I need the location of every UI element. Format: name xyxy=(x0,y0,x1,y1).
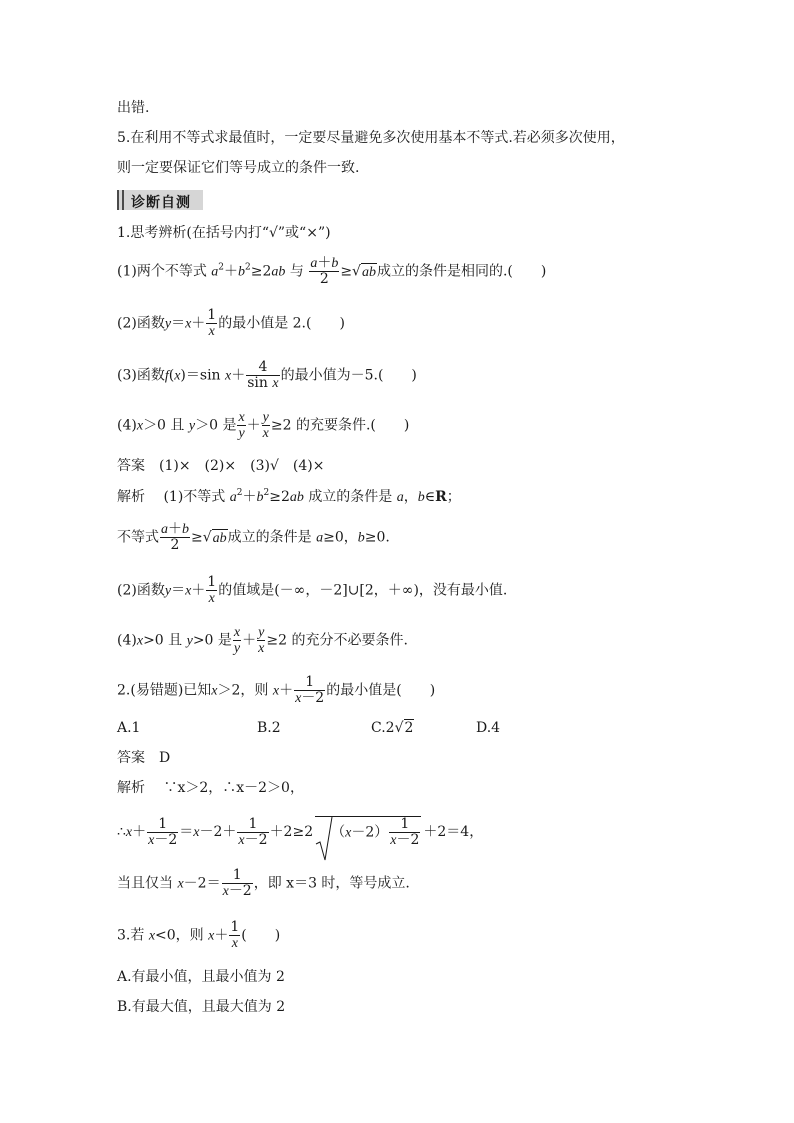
solution-line: 不等式 $\frac{a+b}{2}$ ≥√ab成立的条件是 a≥0，b≥0. xyxy=(117,521,390,553)
option-b: B.有最大值，且最大值为 2 xyxy=(117,999,286,1015)
option-b: B.2 xyxy=(257,720,281,736)
question-item: (3)函数f(x)＝sin x＋ $\frac{4}{\text{sin x}}$ 的最小值为－5.( ) xyxy=(117,359,417,391)
solution-line: 解析 (1)不等式 $a^2+b^2\ge 2ab$ 成立的条件是 a，b∈R； xyxy=(117,488,461,505)
option-d: D.4 xyxy=(476,720,501,736)
text-line: 出错. xyxy=(117,100,150,116)
answer: 答案 D xyxy=(117,750,171,766)
section-header xyxy=(117,190,203,210)
question-title: 3.若 x<0，则 x＋ $\frac{1}{x}$ ( ) xyxy=(117,919,281,951)
question-item: (4)x＞0 且 y＞0 是 $\frac{x}{y}$ ＋ $\frac{y}{x}$ ≥2 的充要条件.( ) xyxy=(117,410,410,441)
option-a: A.1 xyxy=(117,720,141,736)
sqrt-symbol: （x－2） $\frac{1}{x-2}$ xyxy=(315,816,421,848)
answer: 答案 (1)× (2)× (3)√ (4)× xyxy=(117,458,325,474)
question-item: (2)函数y＝x＋ $\frac{1}{x}$ 的最小值是 2.( ) xyxy=(117,307,345,339)
text-line: 则一定要保证它们等号成立的条件一致. xyxy=(117,160,360,176)
solution-line: 当且仅当 x－2＝ $\frac{1}{x-2}$ ，即 x＝3 时，等号成立. xyxy=(117,867,410,899)
option-a: A.有最小值，且最小值为 2 xyxy=(117,969,285,985)
solution-line: (2)函数y＝x＋ $\frac{1}{x}$ 的值域是(－∞，－2]∪[2，＋∞)，没有最小值. xyxy=(117,574,508,606)
solution-line: (4)x>0 且 y>0 是 $\frac{x}{y}$ ＋ $\frac{y}{x}$ ≥2 的充分不必要条件. xyxy=(117,625,408,656)
solution-line: ∴x＋ $\frac{1}{x-2}$ ＝x－2＋ $\frac{1}{x-2}$ ＋2≥2 （x－2） $\frac{1}{x-2}$ ＋2＝4， xyxy=(117,816,483,848)
question-title: 2.(易错题)已知x＞2，则 x＋ $\frac{1}{x-2}$ 的最小值是( ) xyxy=(117,674,436,706)
question-title: 1.思考辨析(在括号内打“√”或“×”) xyxy=(117,225,331,241)
section-title: 诊断自测 xyxy=(131,195,191,211)
text-line: 5.在利用不等式求最值时，一定要尽量避免多次使用基本不等式.若必须多次使用， xyxy=(117,130,625,146)
option-c: C.2√2 xyxy=(371,720,414,736)
question-item: (1)两个不等式 $a^2+b^2\ge 2ab$ 与 $\frac{a+b}{2}$ ≥√ab成立的条件是相同的.( ) xyxy=(117,255,547,287)
solution-line: 解析 ∵x＞2，∴x－2＞0， xyxy=(117,780,304,796)
